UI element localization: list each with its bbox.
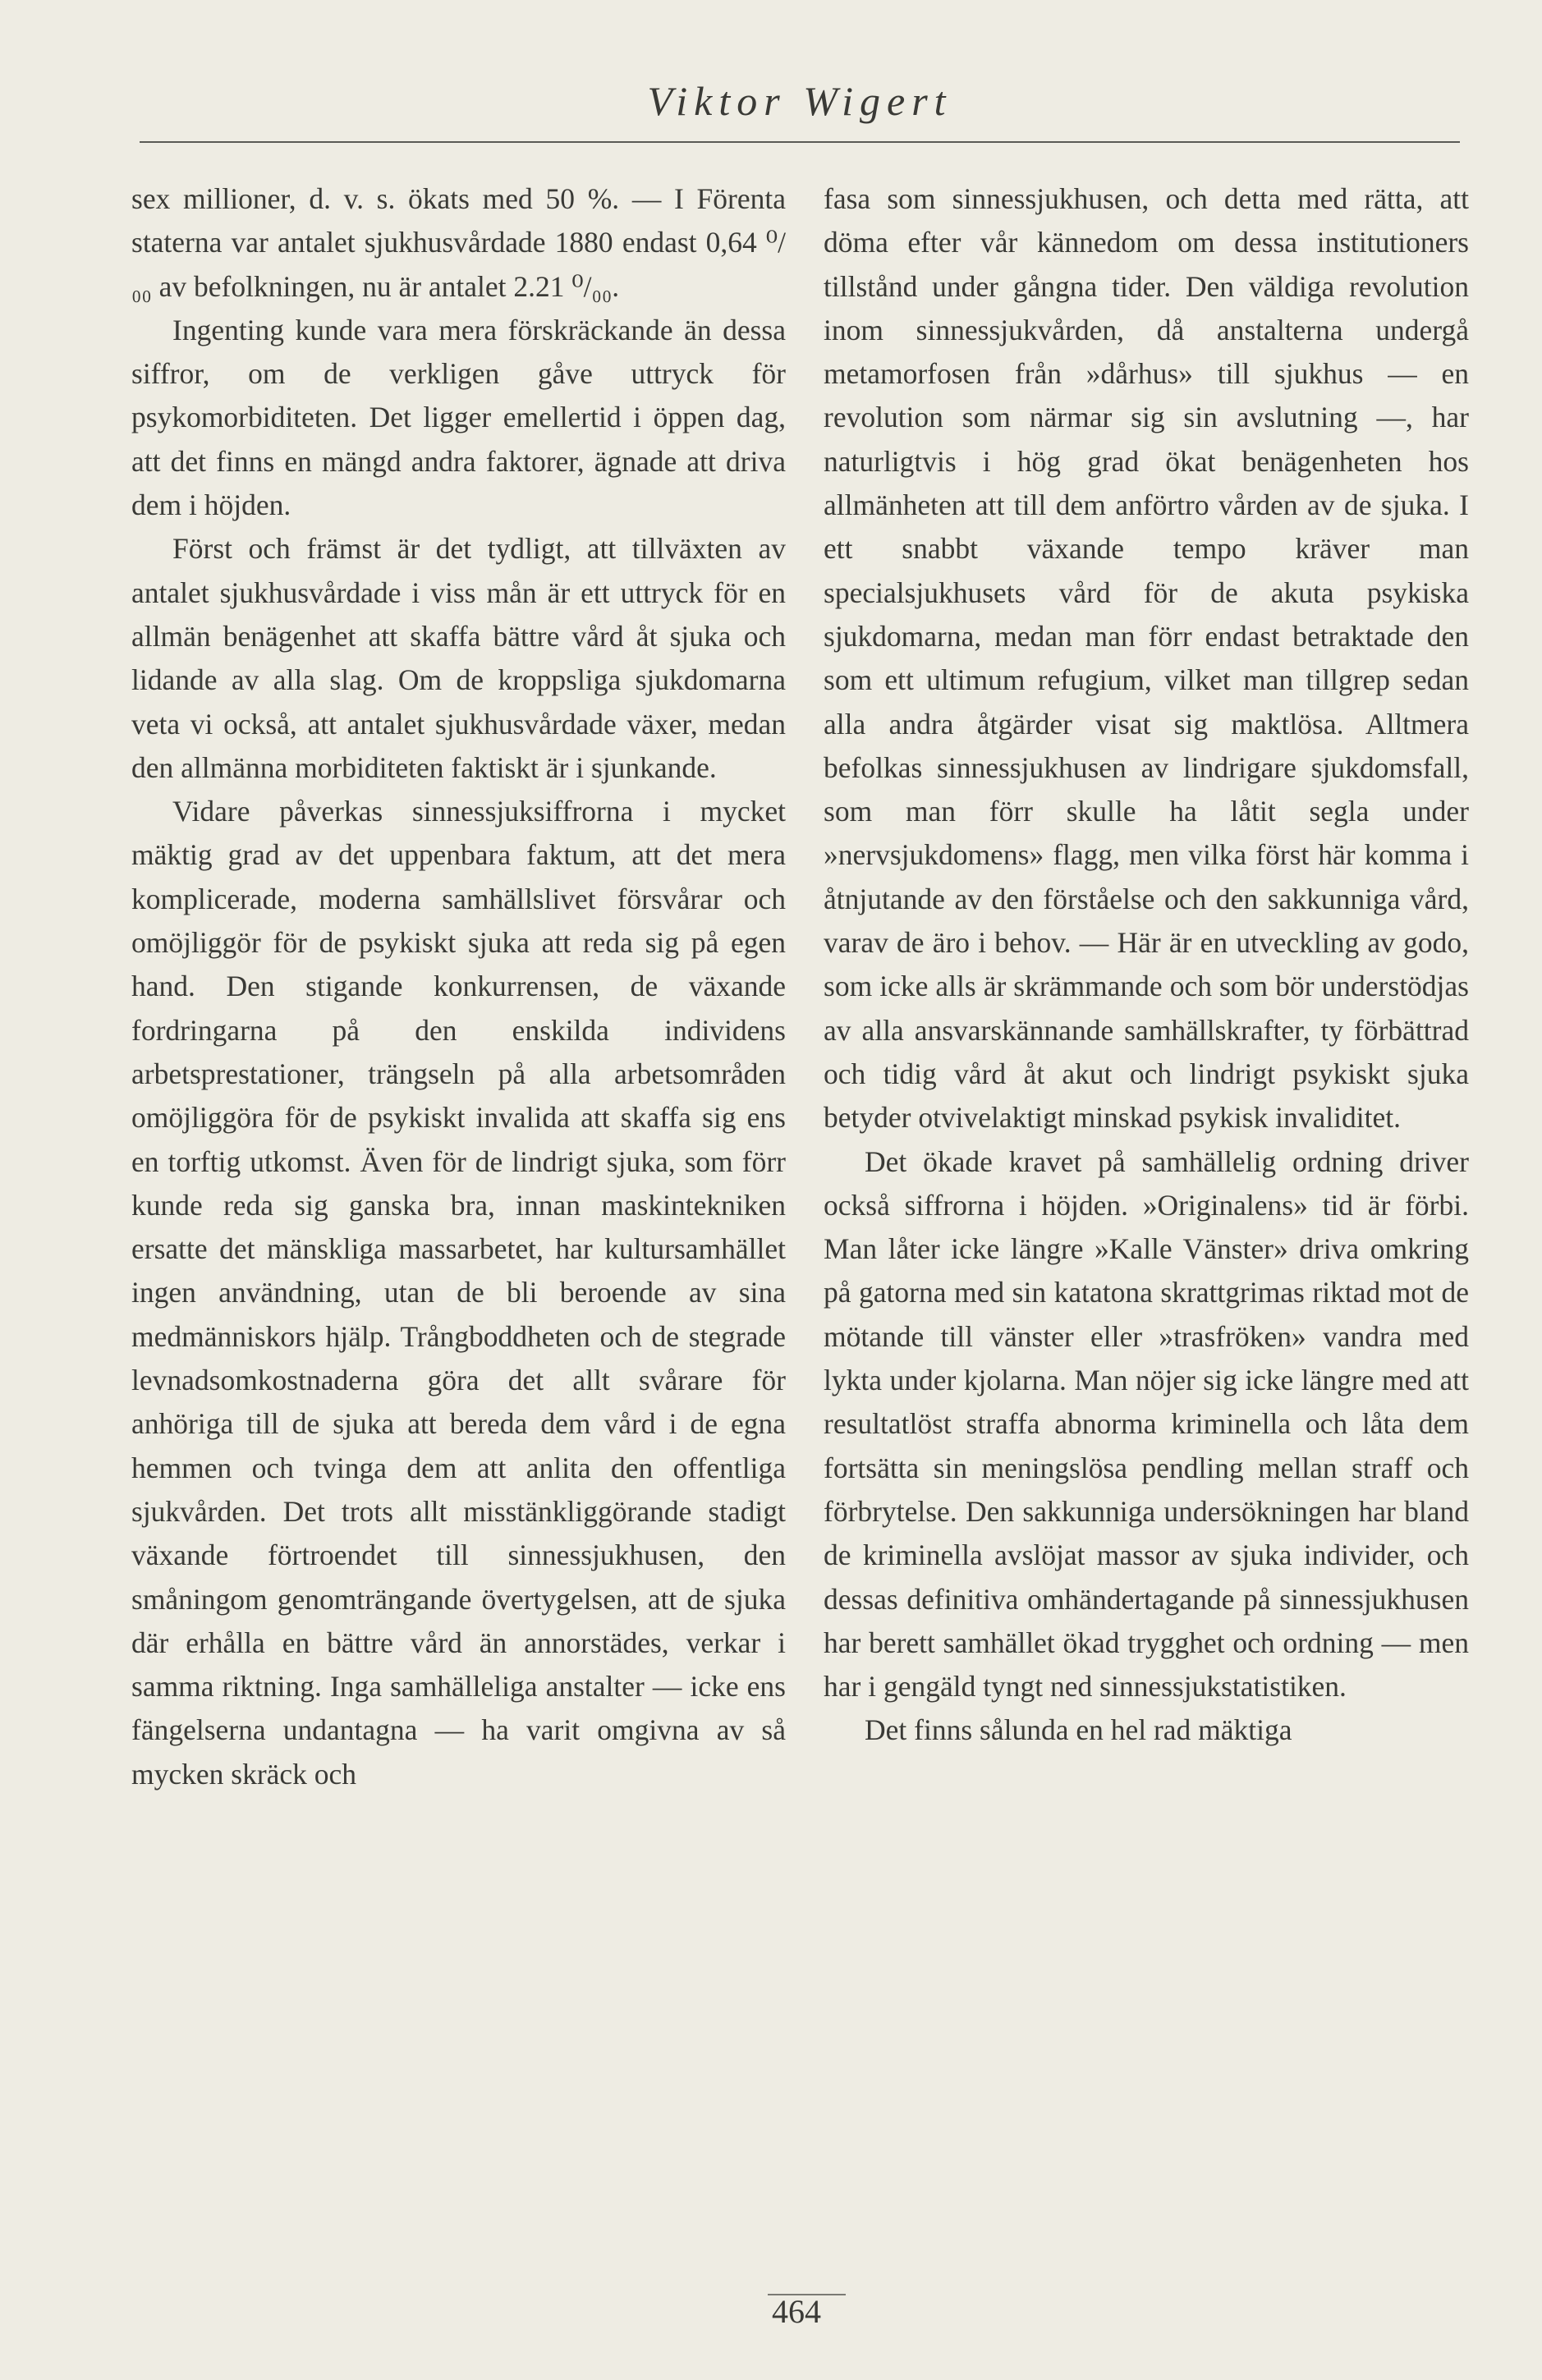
page-number: 464 [772, 2293, 821, 2330]
paragraph: Ingenting kunde vara mera förskräckande än dessa siffror, om de verkligen gåve uttryck för psykomorbiditeten. Det ligger emellertid i öppen dag, att det finns en mängd andra faktorer, ägnade att driva dem i höjden. [131, 313, 786, 522]
paragraph: Vidare påverkas sinnessjuksiffrorna i mycket mäktig grad av det uppenbara faktum, att det mera komplicerade, moderna samhällslivet försvårar och omöjliggör för de psykiskt sjuka att reda sig på egen hand. Den stigande konkurrensen, de växande fordringarna på den enskilda individens arbetsprestationer, trängseln på alla arbetsområden omöjliggöra för de psykiskt invalida att skaffa sig ens en torftig utkomst. Även för de lindrigt sjuka, som förr kunde reda sig ganska bra, innan maskintekniken ersatte det mänskliga massarbetet, har kultursamhället ingen användning, utan de bli beroende av sina medmänniskors hjälp. Trångboddheten och de stegrade levnadsomkostnaderna göra det allt svårare för anhöriga till de sjuka att bereda dem vård i de egna hemmen och tvinga dem att anlita den offentliga sjukvården. Det trots allt misstänkliggörande stadigt växande förtroendet till sinnessjukhusen, den småningom genomträngande övertygelsen, att de sjuka där erhålla en bättre vård än annorstädes, verkar i samma riktning. Inga samhälleliga anstalter — icke ens fängelserna undantagna — ha varit omgivna av så mycken skräck och [131, 795, 786, 1791]
paragraph: Först och främst är det tydligt, att tillväxten av antalet sjukhusvårdade i viss mån är ett uttryck för en allmän benägenhet att skaffa bättre vård åt sjuka och lidande av alla slag. Om de kroppsliga sjukdomarna veta vi också, att antalet sjukhusvårdade växer, medan den allmänna morbiditeten faktiskt är i sjunkande. [131, 532, 786, 784]
paragraph: sex millioner, d. v. s. ökats med 50 %. — I Förenta staterna var antalet sjukhusvårdade 1880 endast 0,64 ⁰/₀₀ av befolkningen, nu är antalet 2.21 ⁰/₀₀. [131, 182, 786, 303]
paragraph: fasa som sinnessjukhusen, och detta med rätta, att döma efter vår kännedom om dessa institutioners tillstånd under gångna tider. Den väldiga revolution inom sinnessjukvården, då anstalterna undergå metamorfosen från »dårhus» till sjukhus — en revolution som närmar sig sin avslutning —, har naturligtvis i hög grad ökat benägenheten hos allmänheten att till dem anförtro vården av de sjuka. I ett snabbt växande tempo kräver man specialsjukhusets vård för de akuta psykiska sjukdomarna, medan man förr endast betraktade den som ett ultimum refugium, vilket man tillgrep sedan alla andra åtgärder visat sig maktlösa. Alltmera befolkas sinnessjukhusen av lindrigare sjukdomsfall, som man förr skulle ha låtit segla under »nervsjukdomens» flagg, men vilka först här komma i åtnjutande av den förståelse och den sakkunniga vård, varav de äro i behov. — Här är en utveckling av godo, som icke alls är skrämmande och som bör understödjas av alla ansvarskännande samhällskrafter, ty förbättrad och tidig vård åt akut och lindrigt psykiskt sjuka betyder otvivelaktigt minskad psykisk invaliditet. [824, 182, 1469, 1135]
right-column [824, 177, 1469, 1753]
paragraph: Det finns sålunda en hel rad mäktiga [865, 1713, 1292, 1747]
paragraph: Det ökade kravet på samhällelig ordning driver också siffrorna i höjden. »Originalens» tid är förbi. Man låter icke längre »Kalle Vänster» driva omkring på gatorna med sin katatona skrattgrimas riktad mot de mötande till vänster eller »trasfröken» vandra med lykta under kjolarna. Man nöjer sig icke längre med att resultatlöst straffa abnorma kriminella och låta dem fortsätta sin meningslösa pendling mellan straff och förbrytelse. Den sakkunniga undersökningen har bland de kriminella avslöjat massor av sjuka individer, och dessas definitiva omhändertagande på sinnessjukhusen har berett samhället ökad trygghet och ordning — men har i gengäld tyngt ned sinnessjukstatistiken. [824, 1144, 1469, 1704]
left-column [131, 177, 786, 1796]
running-title: Viktor Wigert [647, 78, 952, 124]
page-header [140, 72, 1460, 143]
